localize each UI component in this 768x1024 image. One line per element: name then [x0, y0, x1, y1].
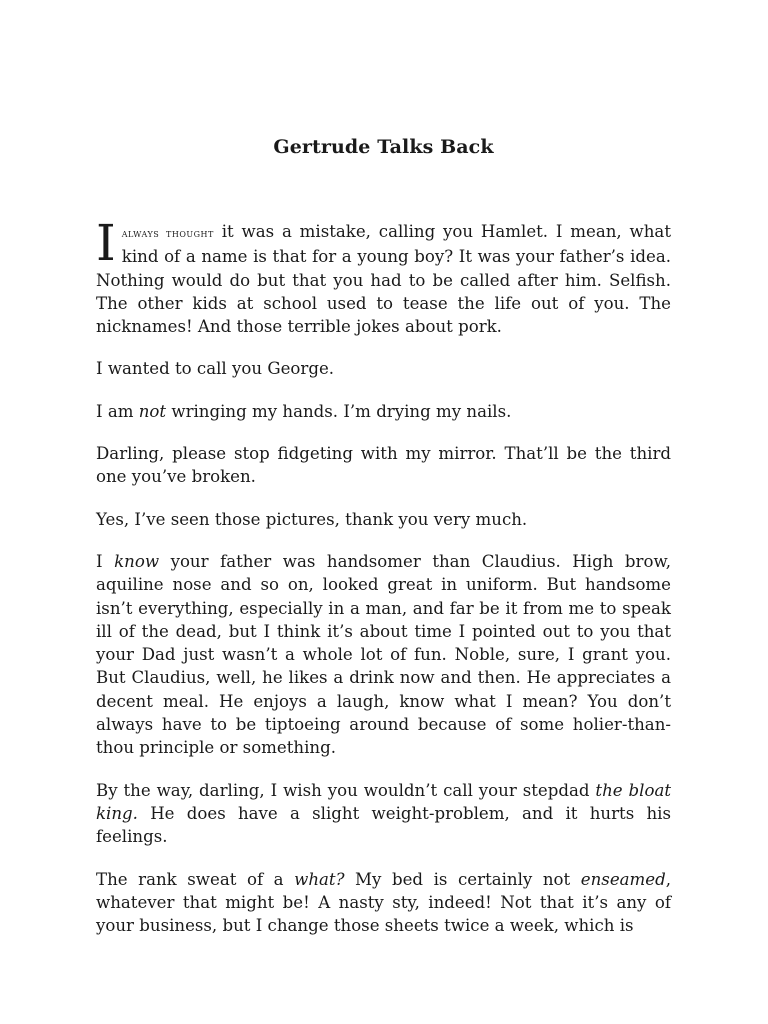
emphasis-text: the bloat king. — [96, 780, 672, 823]
small-caps-lead: always thought — [121, 226, 214, 240]
paragraph — [96, 357, 671, 380]
document-page — [96, 0, 671, 956]
paragraph-text: Darling, please stop fidgeting with my mirror. That’ll be the third one you’ve broken. — [96, 444, 671, 487]
paragraph-text: I — [96, 551, 115, 571]
paragraph-text: I wanted to call you George. — [96, 359, 335, 379]
paragraph-text: Yes, I’ve seen those pictures, thank you very much. — [96, 509, 528, 529]
paragraph — [96, 550, 671, 760]
emphasis-text: enseamed — [580, 869, 666, 889]
paragraph-text: , whatever that might be! A nasty sty, indeed! Not that it’s any of your business, but I change those sheets twice a week, which is — [96, 869, 671, 936]
paragraph-text: The rank sweat of a — [96, 869, 295, 889]
paragraph-text: He does have a slight weight-problem, and it hurts his feelings. — [96, 803, 671, 847]
page-title: Gertrude Talks Back — [273, 136, 494, 158]
paragraph-text: your father was handsomer than Claudius. High brow, aquiline nose and so on, looked great in uniform. But handsome isn’t everything, especially in a man, and far be it from me to speak ill of the dead, but I think it’s about time I pointed out to you that your Dad just wasn’t a whole lot of fun. Noble, sure, I grant you. But Claudius, well, he likes a drink now and then. He appreciates a decent meal. He enjoys a laugh, know what I mean? You don’t always have to be tiptoeing around because of some holier-than-thou principle or something. — [96, 551, 671, 758]
emphasis-text: know — [114, 551, 160, 571]
paragraph — [96, 508, 671, 531]
paragraph-text: My bed is certainly not — [344, 869, 581, 889]
emphasis-text: not — [138, 401, 167, 421]
emphasis-text: what? — [294, 869, 345, 889]
paragraph — [96, 442, 671, 489]
paragraph-text: wringing my hands. I’m drying my nails. — [166, 401, 512, 421]
drop-cap: I — [96, 214, 116, 272]
paragraph — [96, 214, 671, 338]
body-text — [96, 214, 672, 937]
paragraph-text: By the way, darling, I wish you wouldn’t call your stepdad — [96, 780, 596, 800]
paragraph — [96, 400, 671, 423]
paragraph-text: I am — [96, 401, 139, 421]
paragraph — [96, 779, 671, 849]
paragraph — [96, 868, 671, 938]
paragraph-text: it was a mistake, calling you Hamlet. I mean, what kind of a name is that for a young boy? It was your father’s idea. Nothing would do but that you had to be called after him. Selfish. The other kids at school used to tease the life out of you. The nicknames! And those terrible jokes about pork. — [96, 222, 671, 337]
